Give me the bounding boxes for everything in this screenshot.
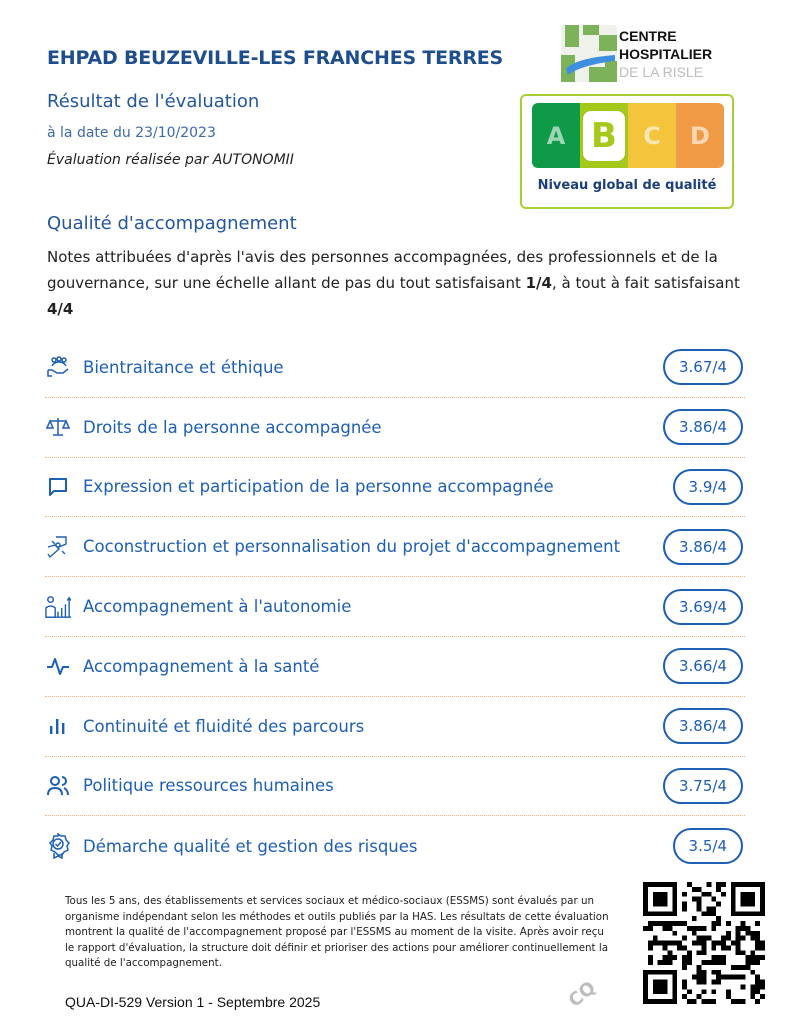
criterion-score-badge: 3.67/4 bbox=[663, 349, 743, 385]
section-intro bbox=[47, 244, 747, 322]
criterion-score-badge: 3.9/4 bbox=[673, 469, 743, 505]
qr-code[interactable] bbox=[643, 882, 765, 1004]
criterion-score-badge: 3.75/4 bbox=[663, 768, 743, 804]
users-icon bbox=[45, 774, 71, 798]
criterion-score-badge: 3.86/4 bbox=[663, 708, 743, 744]
footer-explanation: Tous les 5 ans, des établissements et services sociaux et médico-sociaux (ESSMS) sont évalués par un organisme indépendant selon les méthodes et outils publiés par la HAS. Les résultats de cette évaluation montrent la qualité de l'accompagnement proposé par l'ESSMS au moment de la visite. Après avoir reçu le rapport d'évaluation, la structure doit définir et prioriser des actions pour améliorer continuellement la qualité de l'accompagnement. bbox=[65, 895, 609, 969]
pulse-icon bbox=[45, 654, 71, 678]
evaluation-date: à la date du 23/10/2023 bbox=[47, 125, 216, 141]
criterion-label: Accompagnement à la santé bbox=[83, 656, 320, 676]
criterion-score-badge: 3.5/4 bbox=[673, 828, 743, 864]
grade-level-c bbox=[628, 103, 676, 168]
criterion-score-badge: 3.86/4 bbox=[663, 409, 743, 445]
grade-level-a bbox=[532, 103, 580, 168]
speech-bubble-icon bbox=[45, 475, 71, 499]
criterion-row bbox=[45, 757, 745, 817]
criterion-label: Continuité et fluidité des parcours bbox=[83, 716, 365, 736]
quality-badge-icon bbox=[45, 834, 71, 858]
grade-label: Niveau global de qualité bbox=[537, 178, 717, 193]
growth-person-icon bbox=[45, 595, 71, 619]
hospital-logo bbox=[561, 25, 751, 85]
criterion-row bbox=[45, 637, 745, 697]
criteria-list bbox=[45, 338, 745, 876]
grade-letter: B bbox=[583, 111, 625, 161]
grade-level-b bbox=[580, 103, 628, 168]
criterion-row bbox=[45, 458, 745, 518]
logo-line-2: HOSPITALIER bbox=[619, 46, 713, 62]
criterion-label: Expression et participation de la personne accompagnée bbox=[83, 477, 554, 497]
logo-line-3: DE LA RISLE bbox=[619, 64, 704, 80]
criterion-row bbox=[45, 816, 745, 876]
hospital-logo-mark-icon bbox=[561, 25, 617, 82]
intro-scale-min: 1/4 bbox=[525, 274, 552, 292]
criterion-score-badge: 3.86/4 bbox=[663, 529, 743, 565]
document-reference: QUA-DI-529 Version 1 - Septembre 2025 bbox=[65, 994, 321, 1010]
criterion-row bbox=[45, 517, 745, 577]
criterion-row bbox=[45, 577, 745, 637]
evaluator-name: Évaluation réalisée par AUTONOMII bbox=[47, 152, 294, 168]
criterion-row bbox=[45, 697, 745, 757]
grade-scale bbox=[532, 103, 724, 168]
cq-watermark: CQ bbox=[564, 977, 600, 1012]
criterion-score-badge: 3.66/4 bbox=[663, 648, 743, 684]
criterion-label: Politique ressources humaines bbox=[83, 776, 334, 796]
intro-text-2: , à tout à fait satisfaisant bbox=[551, 274, 740, 292]
puzzle-hands-icon bbox=[45, 535, 71, 559]
criterion-label: Accompagnement à l'autonomie bbox=[83, 597, 352, 617]
quality-grade-badge bbox=[520, 94, 734, 209]
section-title: Qualité d'accompagnement bbox=[47, 213, 297, 234]
intro-text-1: Notes attribuées d'après l'avis des personnes accompagnées, des professionnels et de la gouvernance, sur une échelle allant de pas du tout satisfaisant bbox=[47, 248, 718, 292]
grade-letter: A bbox=[546, 121, 566, 150]
caring-hand-icon bbox=[45, 355, 71, 379]
criterion-score-badge: 3.69/4 bbox=[663, 589, 743, 625]
criterion-label: Bientraitance et éthique bbox=[83, 357, 284, 377]
page-title: EHPAD BEUZEVILLE-LES FRANCHES TERRES bbox=[47, 47, 504, 69]
grade-level-d bbox=[676, 103, 724, 168]
intro-scale-max: 4/4 bbox=[47, 300, 74, 318]
scales-icon bbox=[45, 415, 71, 439]
logo-line-1: CENTRE bbox=[619, 28, 677, 44]
grade-letter: C bbox=[643, 121, 661, 150]
grade-letter: D bbox=[690, 121, 710, 150]
bar-chart-icon bbox=[45, 714, 71, 738]
criterion-label: Coconstruction et personnalisation du projet d'accompagnement bbox=[83, 537, 621, 557]
criterion-row bbox=[45, 398, 745, 458]
criterion-label: Droits de la personne accompagnée bbox=[83, 417, 382, 437]
evaluation-subtitle: Résultat de l'évaluation bbox=[47, 91, 260, 112]
criterion-row bbox=[45, 338, 745, 398]
criterion-label: Démarche qualité et gestion des risques bbox=[83, 836, 418, 856]
